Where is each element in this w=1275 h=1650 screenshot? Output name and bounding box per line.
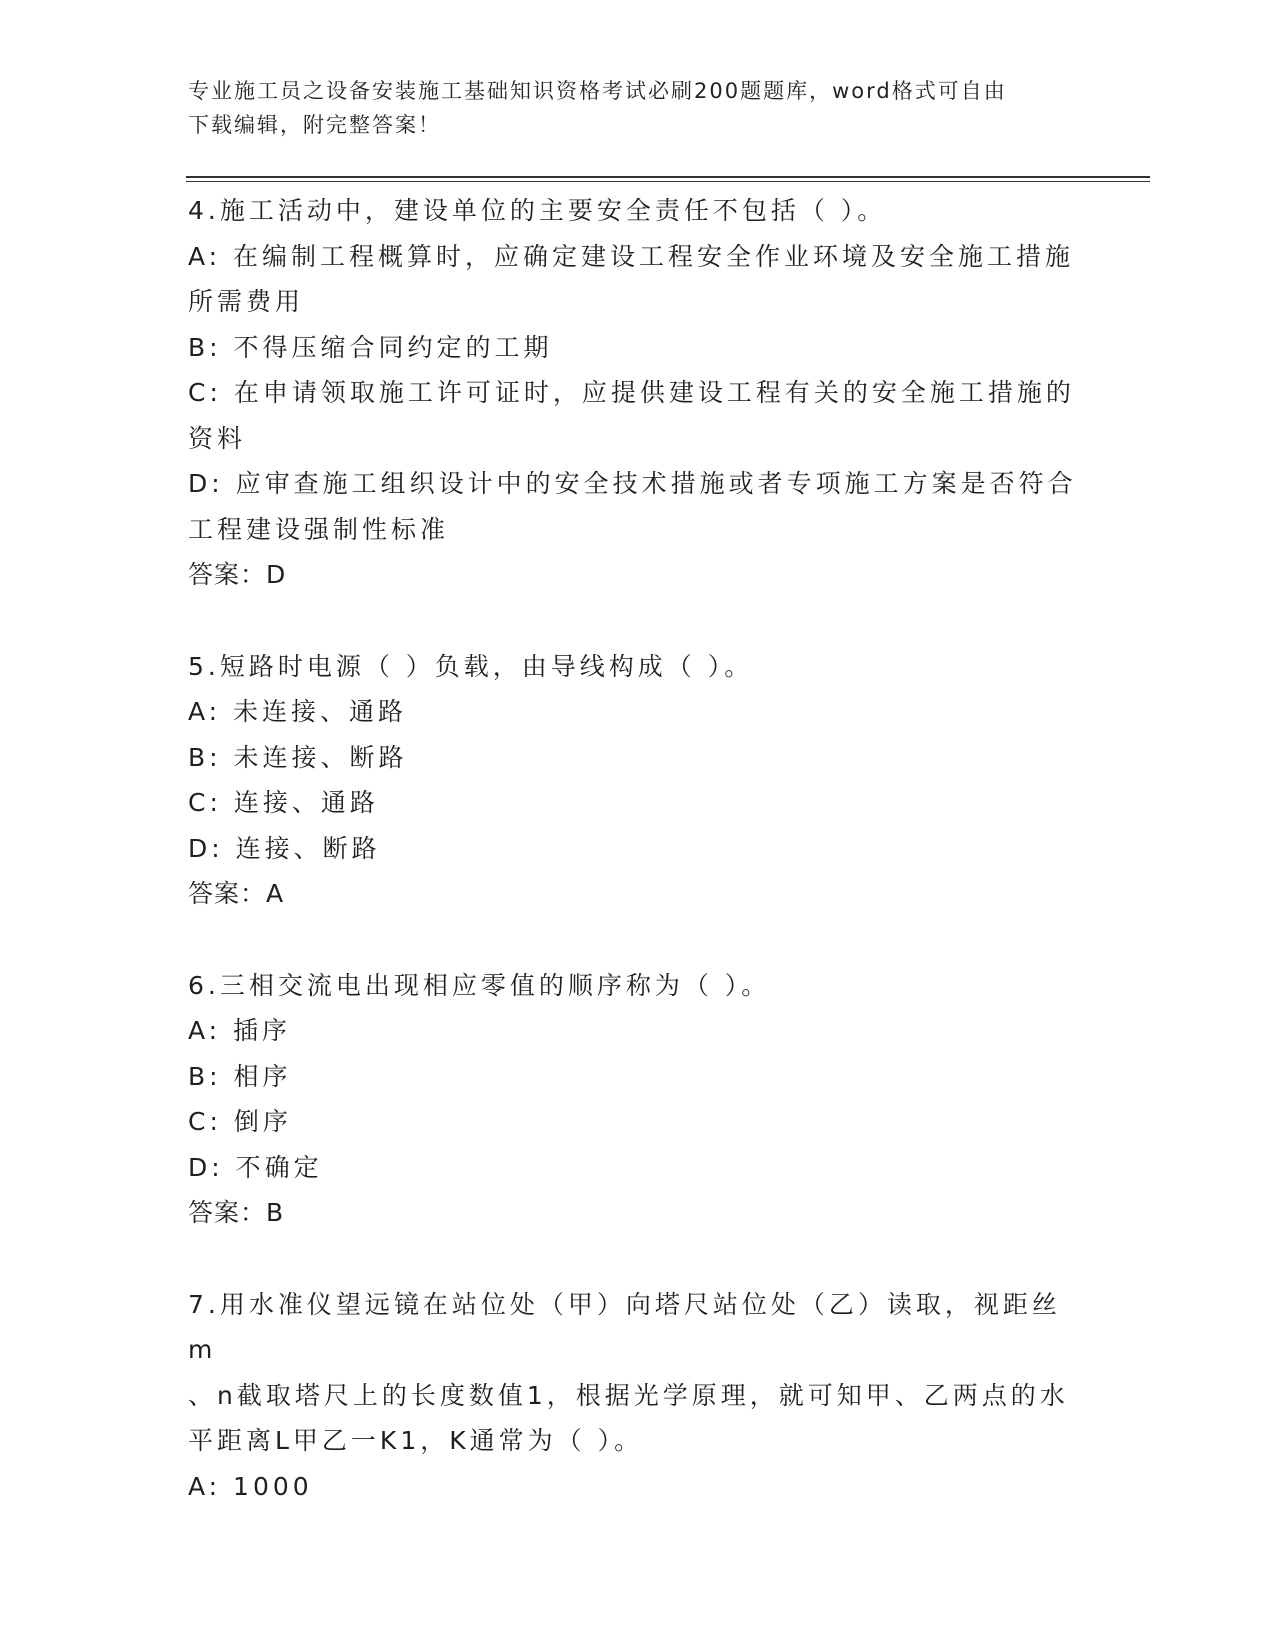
answer-option [188, 826, 1088, 872]
question-stem: 平距离L甲乙一K1，K通常为（ ）。 [188, 1426, 644, 1455]
answer-option [188, 689, 1088, 735]
question-stem: 5.短路时电源（ ）负载，由导线构成（ ）。 [188, 651, 754, 681]
option-text: A: 插序 [188, 1016, 292, 1045]
answer-option [188, 1099, 1088, 1145]
option-text: D: 不确定 [188, 1152, 323, 1182]
option-text: B: 相序 [188, 1061, 292, 1091]
answer-option [188, 234, 1088, 325]
question-stem: 4.施工活动中，建设单位的主要安全责任不包括（ ）。 [188, 196, 887, 225]
option-text: A: 未连接、通路 [188, 697, 408, 726]
answer-option [188, 1008, 1088, 1054]
header-divider-thin [186, 181, 1150, 182]
answer-option [188, 1145, 1088, 1191]
question-stem: 6.三相交流电出现相应零值的顺序称为（ ）。 [188, 970, 771, 1000]
header-divider-thick [186, 176, 1150, 178]
option-text: 资料 [188, 423, 247, 453]
answer-key: 答案：D [188, 560, 287, 589]
option-text: C: 连接、通路 [188, 788, 379, 817]
option-text: D: 应审查施工组织设计中的安全技术措施或者专项施工方案是否符合 [188, 469, 1077, 498]
option-text: 所需费用 [188, 287, 305, 316]
header-line-2: 下载编辑，附完整答案！ [188, 113, 441, 137]
answer-option [188, 780, 1088, 826]
header-line-1: 专业施工员之设备安装施工基础知识资格考试必刷200题题库，word格式可自由 [188, 79, 1007, 103]
option-text: B: 不得压缩合同约定的工期 [188, 332, 553, 362]
answer-option [188, 735, 1088, 781]
question-stem: 、n截取塔尺上的长度数值1，根据光学原理，就可知甲、乙两点的水 [188, 1380, 1069, 1410]
answer-option [188, 370, 1088, 461]
answer-key: 答案：B [188, 1198, 285, 1227]
question-list [188, 188, 1088, 1555]
question-block [188, 644, 1088, 917]
option-text: D: 连接、断路 [188, 833, 381, 863]
option-text: 工程建设强制性标准 [188, 514, 450, 544]
question-stem: 7.用水准仪望远镜在站位处（甲）向塔尺站位处（乙）读取，视距丝m [188, 1289, 1061, 1364]
question-block [188, 1282, 1088, 1510]
option-text: B: 未连接、断路 [188, 742, 408, 772]
question-block [188, 188, 1088, 598]
document-header [188, 74, 1068, 142]
option-text: A: 在编制工程概算时，应确定建设工程安全作业环境及安全施工措施 [188, 241, 1075, 271]
option-text: A: 1000 [188, 1471, 313, 1501]
answer-option [188, 461, 1088, 552]
answer-option [188, 325, 1088, 371]
question-block [188, 963, 1088, 1236]
answer-option [188, 1464, 1088, 1510]
option-text: C: 倒序 [188, 1107, 292, 1136]
answer-option [188, 1054, 1088, 1100]
option-text: C: 在申请领取施工许可证时，应提供建设工程有关的安全施工措施的 [188, 378, 1075, 407]
answer-key: 答案：A [188, 879, 285, 908]
